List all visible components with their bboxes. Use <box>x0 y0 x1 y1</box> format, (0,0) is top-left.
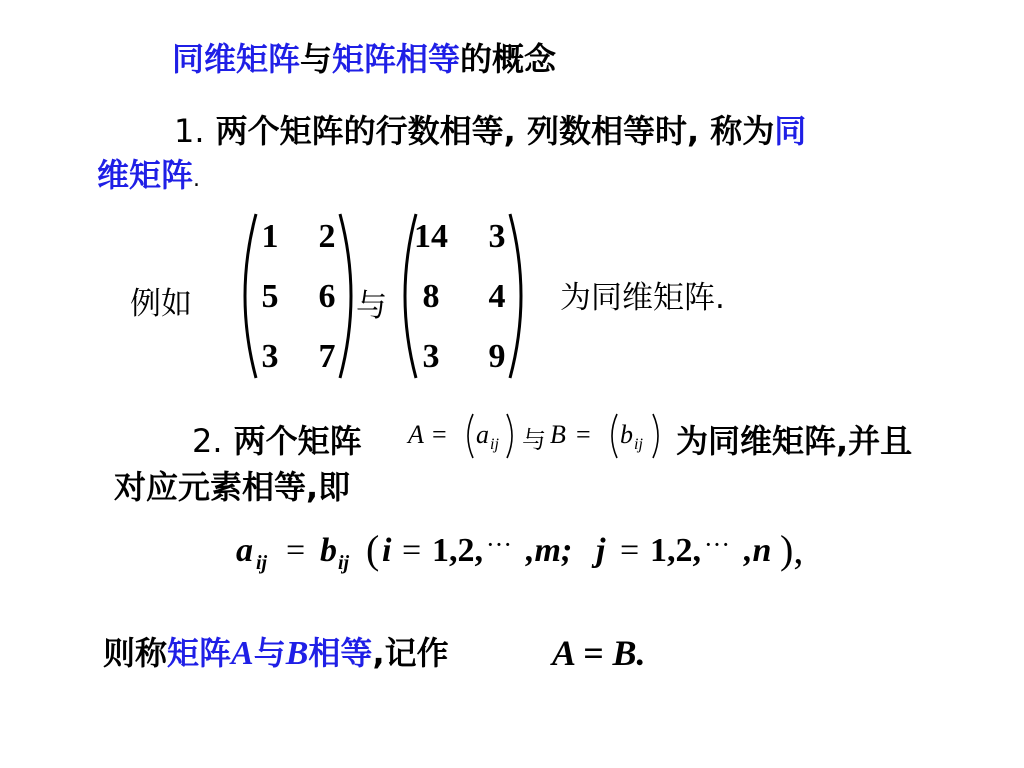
eq-i: i <box>382 532 392 569</box>
formula-eq1: = <box>432 420 447 449</box>
eq-equals: = <box>402 532 422 569</box>
eq-j: j <box>596 532 606 569</box>
example-lead: 例如 <box>130 286 192 322</box>
eq-dots2: ··· <box>704 530 730 559</box>
title-with: 与 <box>300 40 333 78</box>
eq-n: ,n <box>744 532 772 569</box>
formula-paren <box>462 412 476 460</box>
formula-ij-subscript: ij <box>634 436 643 453</box>
formula-paren <box>606 412 620 460</box>
matrix1-cell: 5 <box>261 278 279 315</box>
eq-equals: = <box>620 532 640 569</box>
conclusion-A: A <box>231 635 254 672</box>
matrix1-cell: 3 <box>261 338 279 375</box>
item2-number: 2. <box>192 422 223 460</box>
eq-m: ,m; <box>526 532 573 569</box>
matrix2-cell: 3 <box>488 218 506 255</box>
item1-line2 <box>97 150 200 196</box>
eq-lparen: ( <box>366 527 380 572</box>
matrix2-cell: 14 <box>414 218 448 255</box>
formula-a: a <box>476 420 489 449</box>
eq-range1: 1,2, <box>432 532 483 569</box>
eq-equals: = <box>286 532 306 569</box>
eq-a: a <box>236 532 253 569</box>
item2-text: 两个矩阵 <box>233 422 362 460</box>
conclusion-line <box>103 628 449 674</box>
formula-eq2: = <box>576 420 591 449</box>
item1-text: 两个矩阵的行数相等, 列数相等时, 称为 <box>215 112 775 150</box>
eq-ij-subscript: ij <box>338 552 350 574</box>
matrix1-cell: 2 <box>318 218 336 255</box>
slide-title <box>172 34 556 80</box>
matrix1-cell: 7 <box>318 338 336 375</box>
formula-b: b <box>620 420 633 449</box>
conclusion-B: B <box>285 635 309 672</box>
item2-line1 <box>192 416 362 462</box>
matrix2-cell: 4 <box>488 278 506 315</box>
conclusion-term-matrix: 矩阵 <box>167 634 232 672</box>
conclusion-with: 与 <box>253 634 286 672</box>
title-term-same-dimension: 同维矩阵 <box>172 40 301 78</box>
item2-line2: 对应元素相等,即 <box>114 468 351 506</box>
title-concept: 的概念 <box>460 40 557 78</box>
formula-B: B <box>550 420 566 449</box>
example-conclusion: 为同维矩阵. <box>560 280 725 316</box>
eq-b: b <box>320 532 337 569</box>
formula-with: 与 <box>522 426 546 454</box>
matrix2-cell: 8 <box>422 278 440 315</box>
matrix2-cell: 9 <box>488 338 506 375</box>
item1-term-part1: 同 <box>774 112 807 150</box>
item1-number: 1. <box>174 112 205 150</box>
conclusion-formula: A = B. <box>552 633 646 673</box>
eq-ij-subscript: ij <box>256 552 268 574</box>
example-connector: 与 <box>356 288 387 324</box>
eq-rparen: ), <box>780 527 804 572</box>
conclusion-term-equal: 相等 <box>308 634 373 672</box>
matrix1-cell: 1 <box>261 218 279 255</box>
formula-A: A <box>408 420 424 449</box>
formula-paren <box>650 412 664 460</box>
eq-range2: 1,2, <box>650 532 701 569</box>
conclusion-prefix: 则称 <box>103 634 168 672</box>
element-equality-equation <box>236 528 836 580</box>
item2-after-formula: 为同维矩阵,并且 <box>676 422 913 460</box>
conclusion-suffix: ,记作 <box>372 634 449 672</box>
item1-term-part2: 维矩阵 <box>97 156 194 194</box>
item1-line1 <box>174 106 806 152</box>
matrix2-cell: 3 <box>422 338 440 375</box>
formula-paren <box>504 412 518 460</box>
item1-end: . <box>193 167 201 192</box>
title-term-equal-matrix: 矩阵相等 <box>332 40 461 78</box>
matrix1-cell: 6 <box>318 278 336 315</box>
eq-dots1: ··· <box>486 530 512 559</box>
formula-ij-subscript: ij <box>490 436 499 453</box>
